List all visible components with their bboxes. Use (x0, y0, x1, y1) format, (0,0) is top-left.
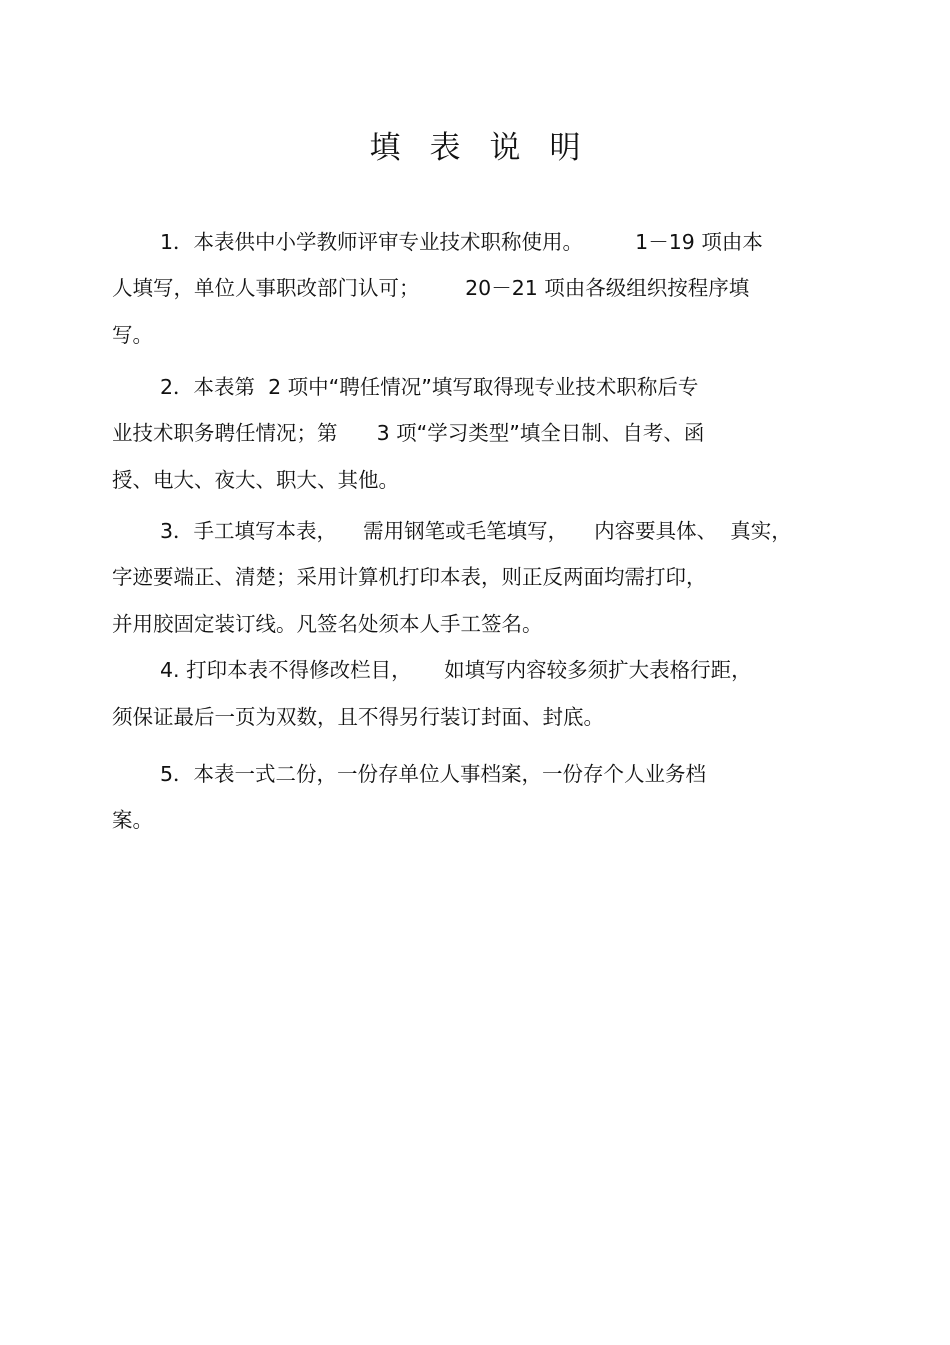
paragraph-line: 3．手工填写本表， 需用钢笔或毛笔填写， 内容要具体、 真实， (160, 519, 792, 543)
paragraph-line: 5．本表一式二份，一份存单位人事档案，一份存个人业务档 (160, 762, 707, 786)
paragraph-line: 写。 (112, 323, 153, 347)
paragraph-line: 案。 (112, 808, 153, 832)
paragraph-line: 字迹要端正、清楚；采用计算机打印本表，则正反两面均需打印， (112, 565, 707, 589)
paragraph-line: 人填写，单位人事职改部门认可； 20－21 项由各级组织按程序填 (112, 276, 750, 300)
paragraph-line: 并用胶固定装订线。凡签名处须本人手工签名。 (112, 612, 543, 636)
paragraph-line: 须保证最后一页为双数，且不得另行装订封面、封底。 (112, 705, 604, 729)
page-title: 填表说明 (369, 130, 610, 166)
paragraph-line: 授、电大、夜大、职大、其他。 (112, 468, 399, 492)
paragraph-line: 1．本表供中小学教师评审专业技术职称使用。 1－19 项由本 (160, 230, 763, 254)
paragraph-line: 4. 打印本表不得修改栏目， 如填写内容较多须扩大表格行距， (160, 658, 752, 682)
paragraph-line: 业技术职务聘任情况；第 3 项“学习类型”填全日制、自考、函 (112, 421, 705, 445)
paragraph-line: 2．本表第 2 项中“聘任情况”填写取得现专业技术职称后专 (160, 375, 699, 399)
